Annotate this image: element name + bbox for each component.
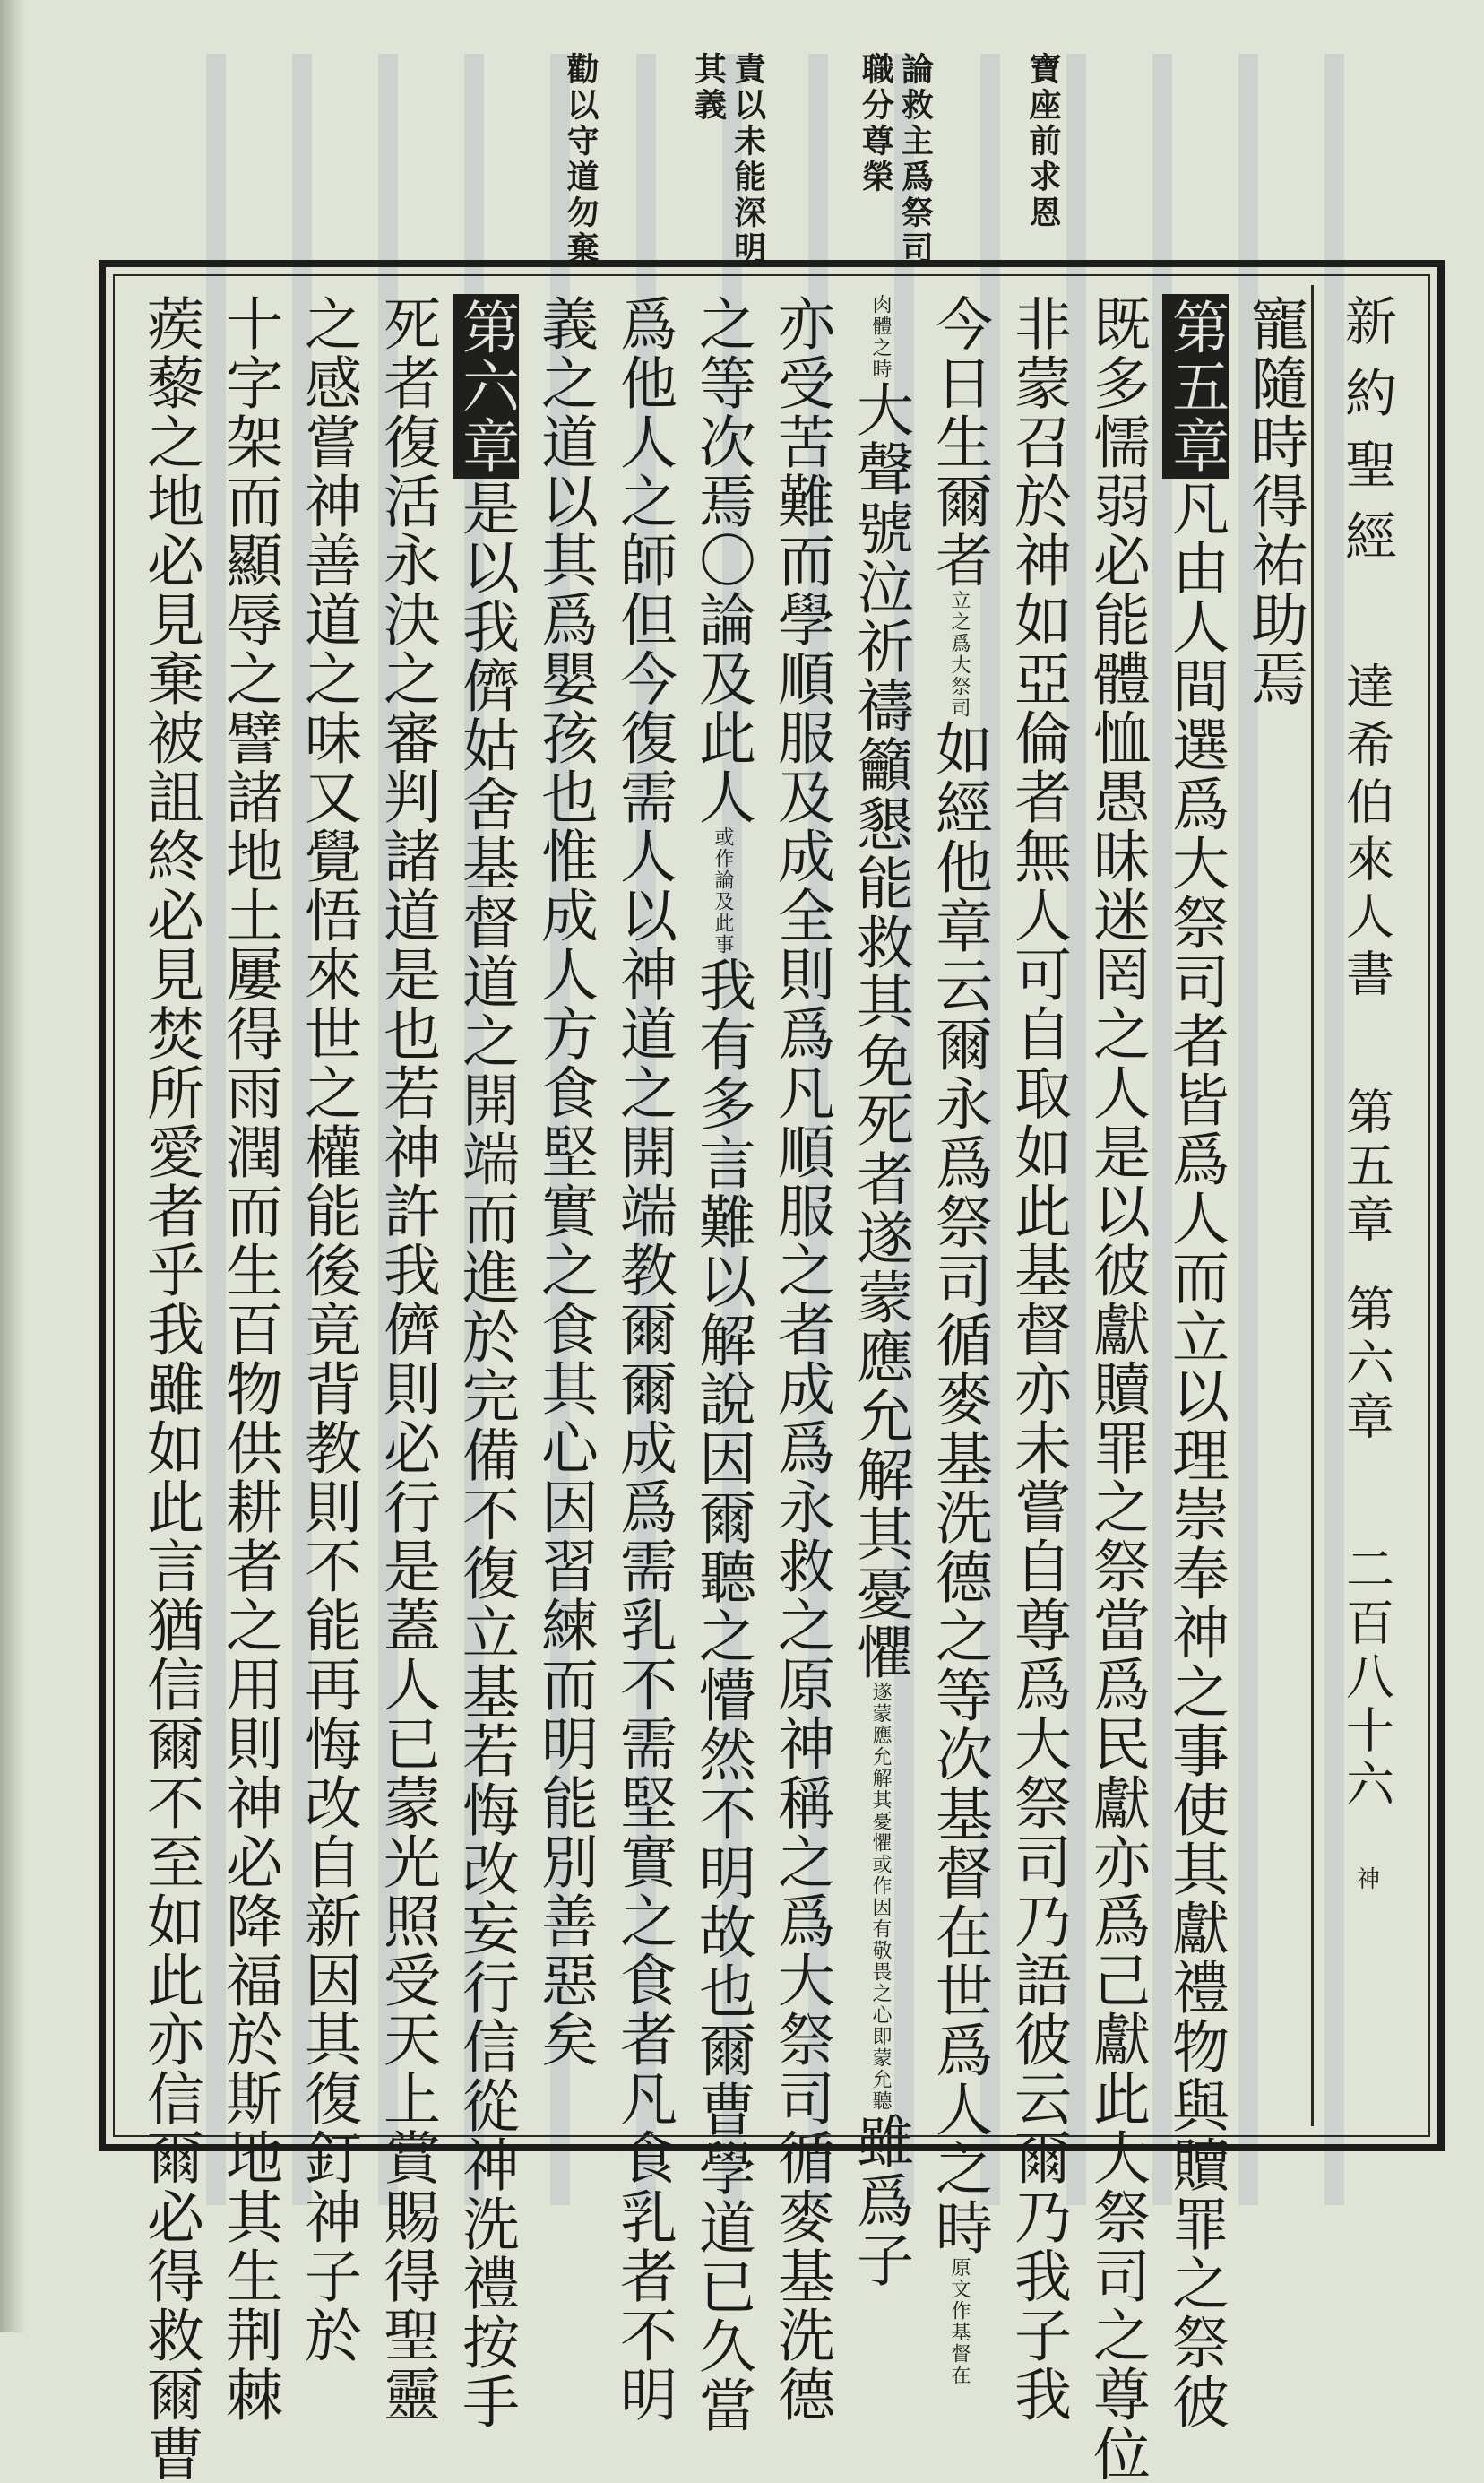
text-frame — [99, 260, 1445, 2483]
interlinear-note: 或作論及此事 — [712, 826, 734, 956]
verse-text: 十字架而顯辱之譬諸地土屢得雨潤而生百物供耕者之用則神必降福於斯地其生荆棘 — [216, 294, 282, 2424]
text-column — [1237, 294, 1307, 2117]
interlinear-note: 遂蒙應允解其憂懼或作因有敬畏之心即蒙允聽 — [869, 1682, 892, 2112]
text-column — [1000, 294, 1071, 2424]
chapter-heading: 第五章 — [1162, 294, 1229, 479]
margin-note: 寶座前求恩 — [1023, 52, 1062, 231]
page-number: 二百八十六 — [1338, 1544, 1395, 1813]
verse-text: 我有多言難以解說因爾聽之懵然不明故也爾曹學道已久當 — [689, 956, 755, 2435]
margin-note: 論救主爲祭司職分尊榮 — [857, 52, 935, 267]
verse-text: 義之道以其爲嬰孩也惟成人方食堅實之食其心因習練而明能別善惡矣 — [531, 294, 598, 2069]
verse-text: 今日生爾者 — [926, 294, 992, 590]
book-title: 新約聖經 — [1336, 294, 1397, 581]
running-header — [1311, 285, 1419, 2126]
text-column — [1079, 294, 1150, 2483]
interlinear-note: 立之爲大祭司 — [948, 590, 971, 719]
interlinear-note: 原文作基督在 — [948, 2257, 971, 2386]
text-column — [921, 294, 992, 2386]
text-column — [842, 294, 913, 2289]
verse-text: 亦受苦難而學順服及成全則爲凡順服之者成爲永救之原神稱之爲大祭司循麥基洗德 — [768, 294, 834, 2424]
page-spine-edge — [0, 0, 25, 2332]
verse-text: 死者復活永決之審判諸道是也若神許我儕則必行是蓋人已蒙光照受天上賞賜得聖靈 — [374, 294, 440, 2424]
verse-text: 是以我儕姑舍基督道之開端而進於完備不復立基若悔改妄行信從神洗禮按手 — [453, 479, 519, 2431]
margin-note: 勸以守道勿棄 — [562, 52, 600, 267]
verse-text: 既多懦弱必能體恤愚昧迷罔之人是以彼獻贖罪之祭當爲民獻亦爲己獻此大祭司之尊位 — [1083, 294, 1150, 2483]
verse-text: 爲他人之師但今復需人以神道之開端教爾爾成爲需乳不需堅實之食者凡食乳者不明 — [610, 294, 677, 2424]
text-column — [606, 294, 677, 2424]
verse-text: 凡由人間選爲大祭司者皆爲人而立以理崇奉神之事使其獻禮物與贖罪之祭彼 — [1162, 479, 1229, 2431]
text-column — [290, 294, 361, 2365]
verse-text: 之感嘗神善道之味又覺悟來世之權能後竟背教則不能再悔改自新因其復釘神子於 — [295, 294, 361, 2365]
verse-text: 非蒙召於神如亞倫者無人可自取如此基督亦未嘗自尊爲大祭司乃語彼云爾乃我子我 — [1005, 294, 1071, 2424]
text-column — [211, 294, 282, 2424]
text-column — [133, 294, 203, 2483]
chapter-heading: 第六章 — [453, 294, 519, 479]
verse-text: 蒺藜之地必見棄被詛終必見焚所愛者乎我雖如此言猶信爾不至如此亦信爾必得救爾曹 — [137, 294, 203, 2483]
text-column — [448, 294, 519, 2431]
verse-text: 大聲號泣祈禱籲懇能救其免死者遂蒙應允解其憂懼 — [847, 380, 913, 1682]
margin-note: 責以未能深明其義 — [689, 52, 767, 267]
text-column — [369, 294, 440, 2424]
margin-notes — [561, 52, 1063, 276]
text-column — [685, 294, 755, 2435]
text-column — [764, 294, 834, 2424]
text-column — [527, 294, 598, 2117]
text-column — [1158, 294, 1229, 2431]
chapter-label: 第五章 — [1338, 1086, 1395, 1248]
verse-text: 之等次焉〇論及此人 — [689, 294, 755, 826]
verse-text: 雖爲子 — [847, 2112, 913, 2289]
signature-mark: 神 — [1352, 1866, 1380, 1890]
chapter-label: 第六章 — [1338, 1284, 1395, 1445]
interlinear-note: 肉體之時 — [869, 294, 892, 380]
verse-text: 如經他章云爾永爲祭司循麥基洗德之等次基督在世爲人之時 — [926, 719, 992, 2257]
epistle-title: 達希伯來人書 — [1338, 662, 1395, 1006]
verse-text: 寵隨時得祐助焉 — [1241, 294, 1307, 708]
body-text — [133, 294, 1307, 2483]
